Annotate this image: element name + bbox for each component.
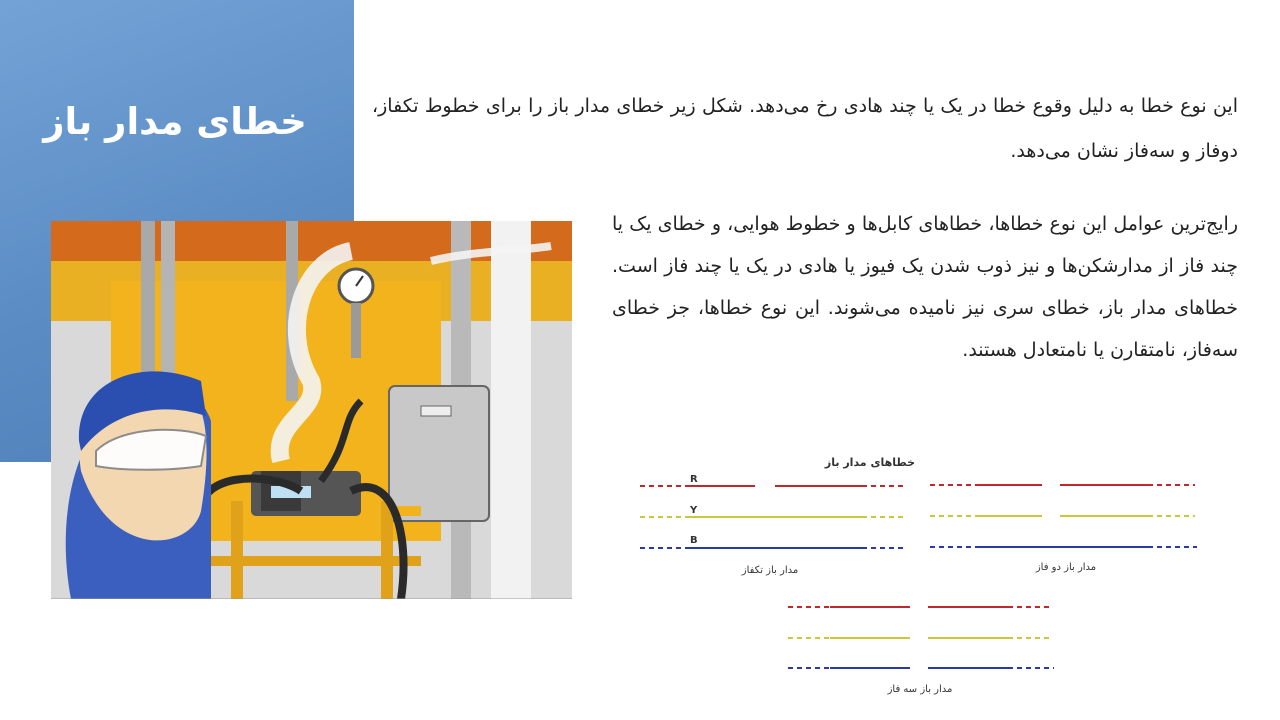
caption-single-phase: مدار باز تکفاز — [741, 565, 799, 576]
technician-illustration — [51, 221, 572, 599]
caption-three-phase: مدار باز سه فاز — [887, 684, 953, 695]
two-phase-group — [930, 485, 1197, 573]
phase-label-R: R — [690, 474, 698, 485]
phase-label-Y: Y — [690, 505, 698, 516]
causes-paragraph: رایج‌ترین عوامل این نوع خطاها، خطاهای کابل‌ها و خطوط هوایی، و خطای یک یا چند فاز از مدارشکن‌ها و نیز ذوب شدن یک فیوز یا هادی در یک یا چند فاز است. خطاهای مدار باز، خطای سری نیز نامیده می‌شوند. این نوع خطاها، جز خطای سه‌فاز، نامتقارن یا نامتعادل هستند. — [612, 213, 1238, 361]
phase-label-B: B — [690, 535, 698, 546]
single-phase-group — [640, 474, 905, 576]
open-circuit-diagram — [630, 448, 1210, 708]
slide-title: خطای مدار باز — [43, 100, 307, 143]
intro-paragraph: این نوع خطا به دلیل وقوع خطا در یک یا چند هادی رخ می‌دهد. شکل زیر خطای مدار باز را برای خطوط تکفاز، دوفاز و سه‌فاز نشان می‌دهد. — [372, 95, 1238, 162]
three-phase-group — [788, 607, 1054, 695]
caption-two-phase: مدار باز دو فاز — [1035, 562, 1097, 573]
diagram-title: خطاهای مدار باز — [824, 456, 916, 469]
